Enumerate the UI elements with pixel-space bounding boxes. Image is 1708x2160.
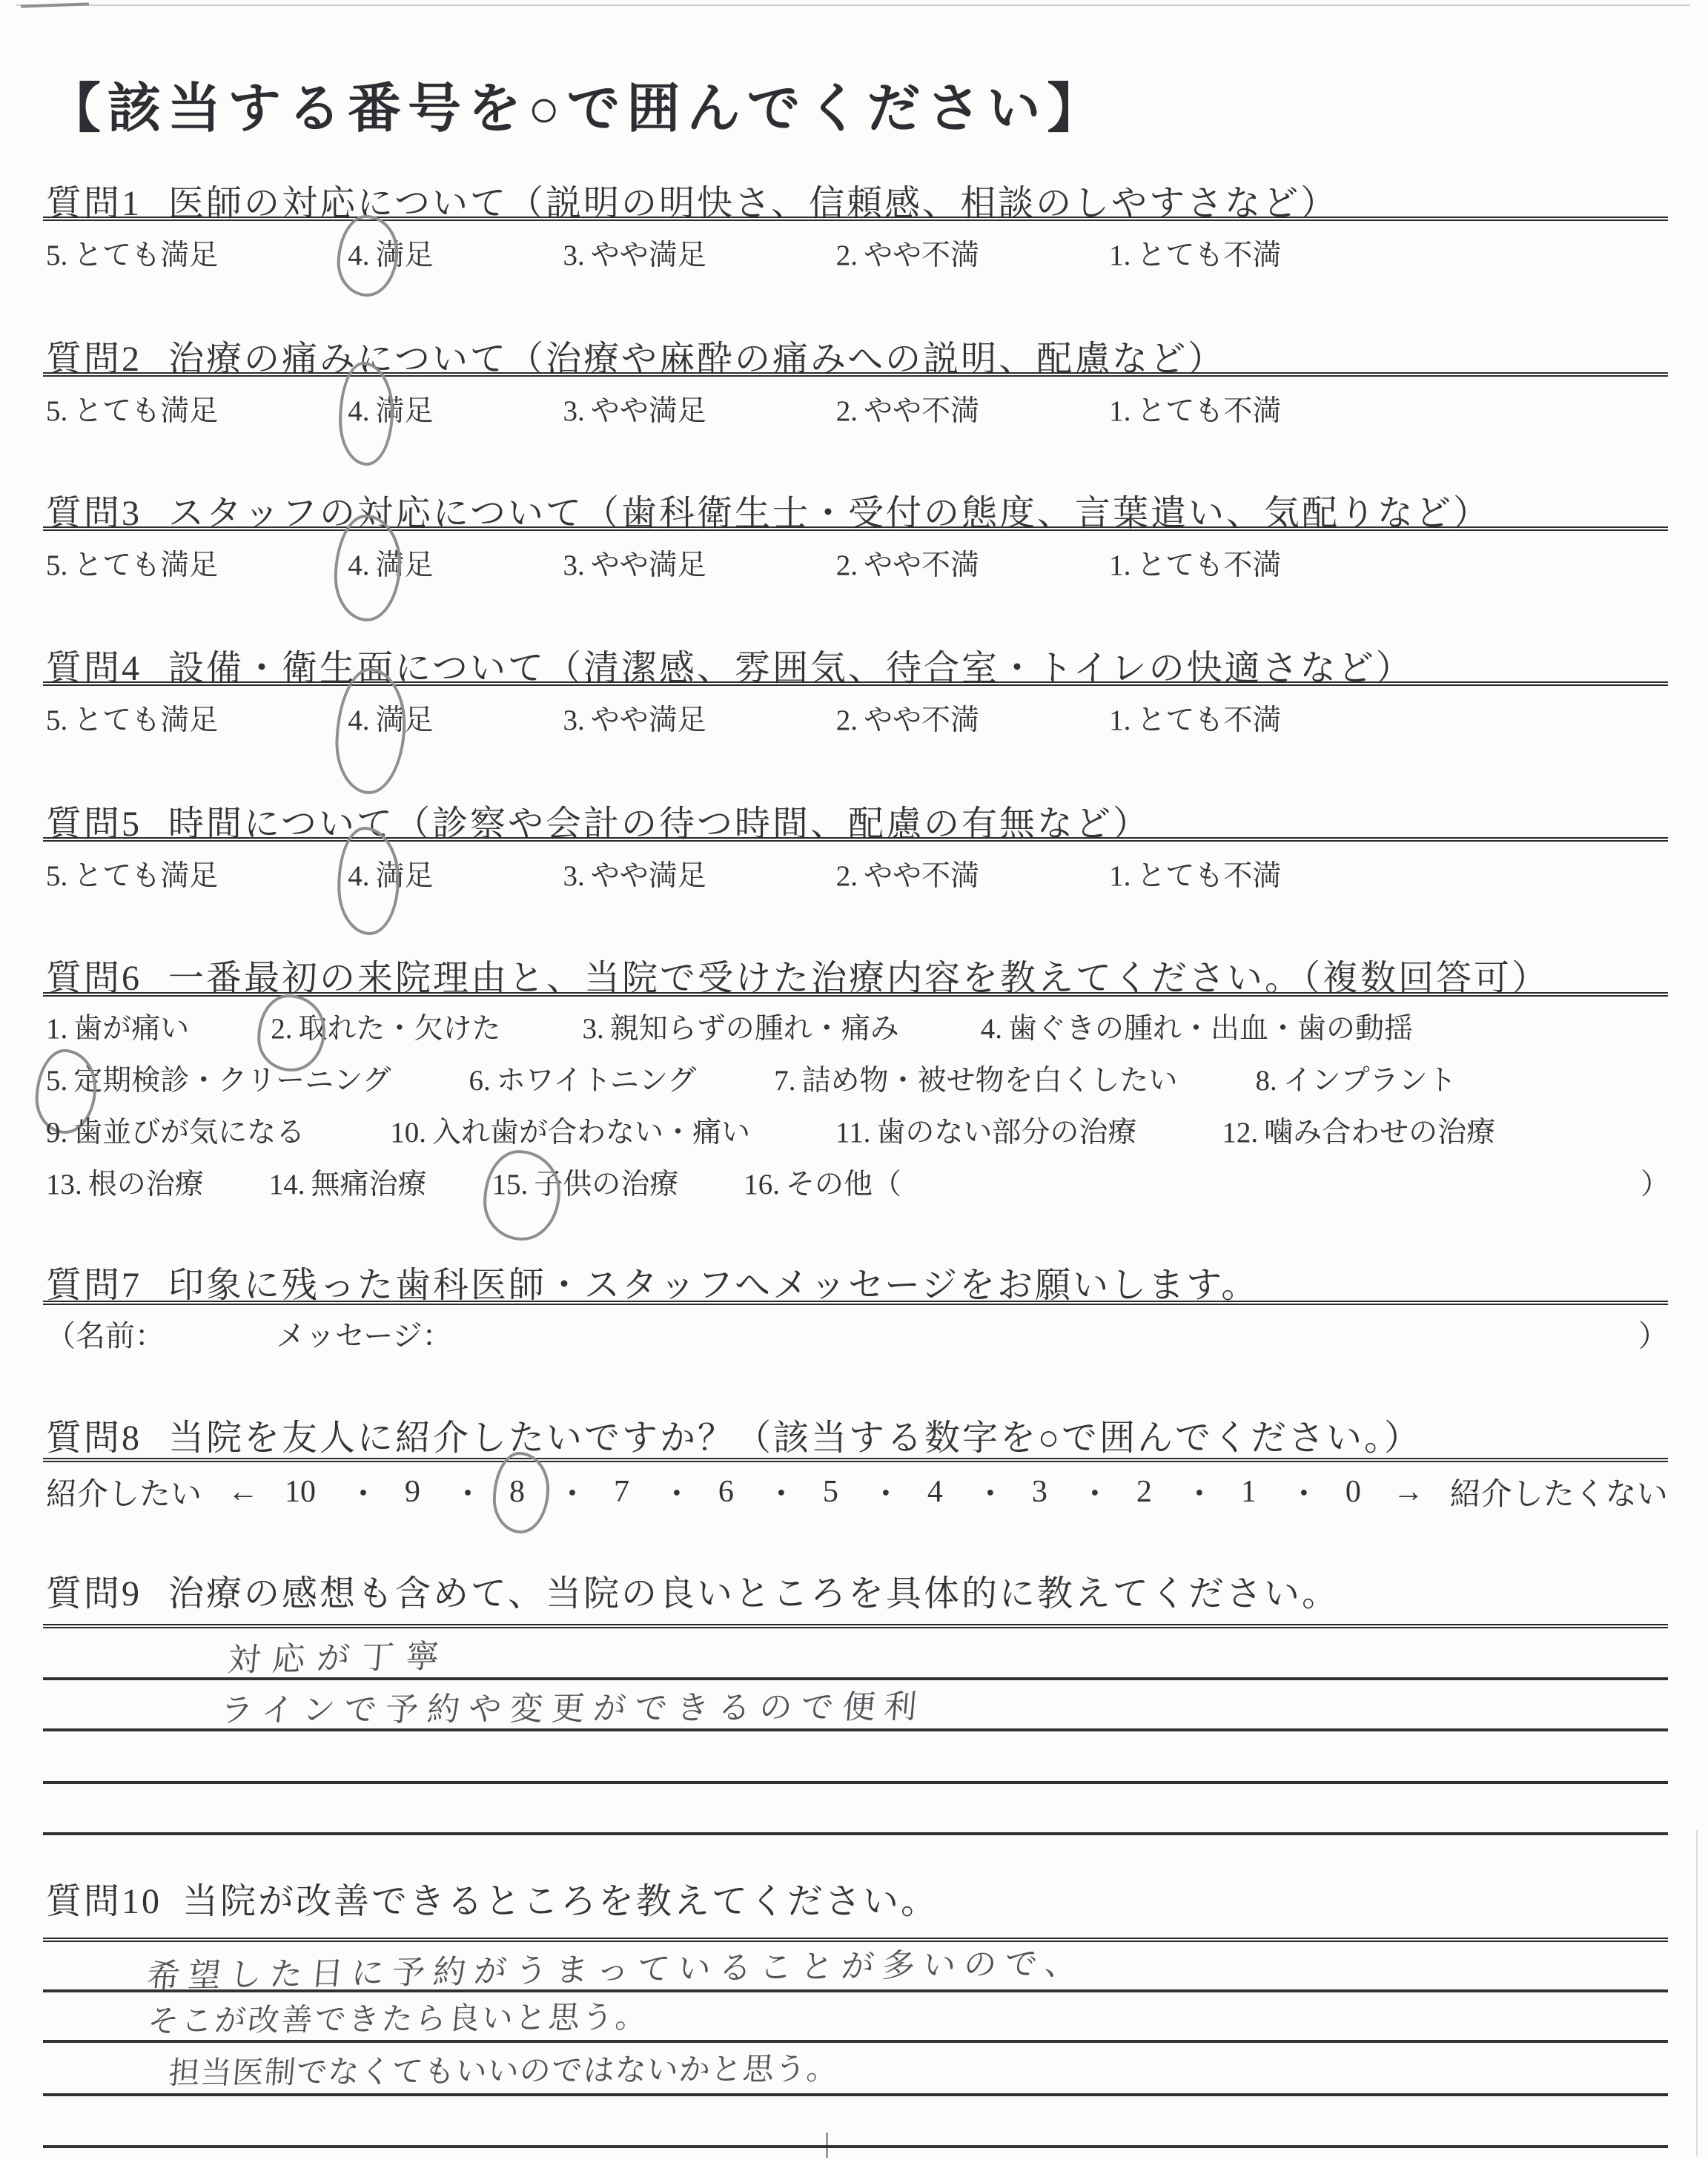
question-title: 医師の対応について（説明の明快さ、信頼感、相談のしやすさなど） [168,184,1339,223]
option-number: 3. [563,240,585,271]
option-text: 満足 [375,240,434,271]
option-number: 1. [1109,704,1131,736]
reason-option [492,1161,679,1203]
rating-option [46,697,218,739]
question-label: 質問4 [46,649,142,688]
option-number: 5. [46,860,68,892]
question-label: 質問7 [46,1266,142,1305]
option-number: 15. [491,1169,529,1200]
option-text: 噛み合わせの治療 [1264,1117,1496,1149]
option-text: 詰め物・被せ物を白くしたい [801,1065,1178,1097]
reason-option [1256,1057,1457,1099]
question-10 [0,1872,1708,2160]
option-number: 10. [390,1117,427,1149]
scale-separator: ・ [1079,1478,1110,1512]
option-number: 2. [835,704,858,736]
scale-number: 1 [1240,1475,1257,1509]
header-rule [43,526,1668,531]
option-text: 定期検診・クリーニング [73,1065,391,1097]
option-text: とても不満 [1136,395,1282,427]
question-title: 当院を友人に紹介したいですか？（該当する数字を○で囲んでください。） [168,1418,1423,1458]
rating-option [348,853,433,894]
rating-option [46,542,218,584]
rating-option [46,388,218,429]
option-text: 子供の治療 [534,1169,679,1200]
option-text: とても不満 [1136,860,1282,892]
rating-option [836,542,979,584]
writing-line [43,2145,1668,2148]
question-label: 質問9 [46,1574,142,1614]
question-title: 治療の感想も含めて、当院の良いところを具体的に教えてください。 [168,1574,1340,1614]
option-text: 満足 [375,395,434,427]
reason-option [744,1161,901,1203]
option-number: 3. [563,395,585,427]
rating-option [1109,232,1281,274]
option-number: 4. [348,704,370,736]
rating-option [563,542,706,584]
option-text: 満足 [375,860,434,892]
scan-artifact [21,2,89,7]
option-text: やや不満 [864,860,980,892]
question-title-row [46,1256,1259,1307]
rating-option [46,853,218,894]
option-text: 満足 [375,549,434,581]
option-number: 3. [563,549,585,581]
option-number: 5. [46,1065,68,1097]
option-number: 9. [46,1117,68,1149]
question-title: 設備・衛生面について（清潔感、雰囲気、待合室・トイレの快適さなど） [168,649,1414,688]
option-number: 13. [46,1169,82,1200]
scale-separator: ・ [347,1478,379,1512]
option-text: とても不満 [1136,240,1282,271]
question-label: 質問1 [46,184,142,223]
option-text: やや不満 [864,549,980,581]
option-number: 4. [348,860,370,892]
scale-number: 6 [718,1475,734,1509]
scale-number-wrap [927,1474,943,1510]
reason-option [469,1057,696,1099]
scale-number-wrap [614,1474,629,1510]
option-number: 5. [46,704,68,736]
option-number: 5. [46,395,68,427]
scale-separator: ・ [1288,1478,1320,1512]
reason-option [46,1005,189,1047]
rating-option [348,388,433,429]
reason-options-row-3 [46,1109,1669,1151]
scale-number-wrap [285,1474,316,1510]
option-text: とても満足 [73,704,219,736]
question-title-row [46,1565,1340,1616]
rating-option [563,388,706,429]
rating-option [46,232,218,274]
option-number: 4. [348,549,370,581]
rating-options-row [46,697,1669,739]
reason-option [583,1005,899,1047]
option-number: 2. [271,1013,293,1045]
rating-option [563,232,706,274]
rating-options-row [46,542,1669,584]
scale-number: 8 [509,1475,525,1509]
option-text: 親知らずの腫れ・痛み [609,1013,899,1045]
header-rule [43,681,1668,686]
scale-number: 7 [613,1475,629,1509]
option-text: やや満足 [590,549,706,581]
reason-options-row-4 [46,1161,1669,1203]
writing-line [43,1728,1668,1731]
option-number: 2. [835,395,858,427]
option-text: 歯が痛い [73,1013,190,1045]
other-close-paren: ） [1640,1169,1669,1200]
option-text: やや不満 [864,395,980,427]
handwritten-answer: 希望した日に予約がうまっていることが多いので、 [145,1944,1088,1995]
reason-option [46,1057,391,1099]
arrow-right-icon: → [1392,1475,1424,1509]
option-text: ホワイトニング [496,1065,697,1097]
rating-option [836,232,979,274]
option-number: 1. [1109,860,1131,892]
option-number: 4. [980,1013,1003,1045]
writing-line [43,1832,1668,1835]
reason-options-row-1 [46,1005,1669,1047]
header-rule [43,372,1668,377]
option-text: 歯ぐきの腫れ・出血・歯の動揺 [1008,1013,1414,1045]
question-title: 一番最初の来院理由と、当院で受けた治療内容を教えてください。（複数回答可） [168,959,1550,998]
question-title: 時間について（診察や会計の待つ時間、配慮の有無など） [168,805,1151,844]
rating-option [348,232,433,274]
option-text: その他（ [786,1169,902,1200]
question-label: 質問10 [46,1882,162,1921]
option-number: 11. [835,1117,871,1149]
option-text: 根の治療 [87,1169,204,1200]
writing-line [43,2093,1668,2096]
option-number: 14. [268,1169,305,1200]
scale-separator: ・ [451,1478,483,1512]
option-number: 2. [835,240,858,271]
question-title-row [46,1409,1422,1460]
reason-option [390,1109,750,1151]
option-number: 4. [348,395,370,427]
option-number: 1. [1109,549,1131,581]
option-text: やや満足 [590,704,706,736]
option-text: とても満足 [73,549,219,581]
question-title: 当院が改善できるところを教えてください。 [182,1882,939,1921]
header-rule [43,217,1668,221]
scale-number: 9 [404,1475,420,1509]
option-text: やや不満 [864,240,980,271]
option-number: 4. [348,240,370,271]
option-text: やや満足 [590,395,706,427]
option-number: 8. [1255,1065,1277,1097]
scale-separator: ・ [870,1478,901,1512]
option-text: 歯並びが気になる [73,1117,305,1149]
scale-separator: ・ [974,1478,1006,1512]
option-number: 12. [1222,1117,1259,1149]
option-number: 2. [835,549,858,581]
handwritten-answer: 担当医制でなくてもいいのではないかと思う。 [167,2050,841,2092]
option-number: 16. [744,1169,781,1200]
scale-number-wrap [718,1474,734,1510]
reason-option [271,1005,500,1047]
scale-number-wrap [405,1474,420,1510]
option-text: とても不満 [1136,549,1282,581]
option-number: 5. [46,240,68,271]
option-number: 1. [46,1013,68,1045]
rating-option [563,697,706,739]
rating-option [348,697,433,739]
option-text: やや不満 [864,704,980,736]
close-paren: ） [1638,1319,1668,1353]
option-number: 3. [563,860,585,892]
reason-option [774,1057,1177,1099]
reason-option [1222,1109,1495,1151]
question-8 [0,1409,1708,1527]
reason-option [981,1005,1413,1047]
question-4 [0,639,1708,769]
option-number: 3. [582,1013,604,1045]
scale-number-wrap [509,1474,525,1510]
writing-line [43,1781,1668,1784]
option-number: 1. [1109,395,1131,427]
rating-option [1109,388,1281,429]
option-text: 取れた・欠けた [298,1013,501,1045]
scale-right-label: 紹介したくない [1449,1478,1668,1512]
rating-option [563,853,706,894]
question-title: スタッフの対応について（歯科衛生士・受付の態度、言葉遣い、気配りなど） [168,494,1492,533]
option-text: とても満足 [73,395,219,427]
option-text: インプラント [1282,1065,1457,1097]
scale-number: 5 [822,1475,838,1509]
rating-option [836,697,979,739]
scale-number: 2 [1136,1475,1152,1509]
option-number: 2. [835,860,858,892]
reason-option [835,1109,1136,1151]
name-message-line [46,1312,1668,1355]
header-rule [43,1624,1668,1628]
header-rule [43,1458,1668,1462]
option-number: 6. [469,1065,491,1097]
question-label: 質問2 [46,340,142,379]
name-label: （名前： [46,1319,165,1353]
header-rule [43,992,1668,997]
scale-separator: ・ [556,1478,588,1512]
reason-option [269,1161,427,1203]
scale-number: 4 [927,1475,943,1509]
rating-option [1109,542,1281,584]
rating-option [836,388,979,429]
question-label: 質問8 [46,1418,142,1458]
rating-options-row [46,853,1669,894]
option-number: 3. [563,704,585,736]
scale-number: 10 [284,1475,316,1509]
question-label: 質問3 [46,494,142,533]
rating-option [348,542,433,584]
question-7 [0,1256,1708,1367]
question-label: 質問5 [46,805,142,844]
scale-separator: ・ [765,1478,797,1512]
scale-number-wrap [823,1474,838,1510]
option-text: とても不満 [1136,704,1282,736]
question-5 [0,795,1708,925]
option-number: 5. [46,549,68,581]
header-rule [43,837,1668,842]
rating-option [1109,697,1281,739]
scale-separator: ・ [1183,1478,1215,1512]
scale-number-wrap [1032,1474,1047,1510]
handwritten-answer: 対応が丁寧 [226,1637,453,1680]
scale-number-wrap [1136,1474,1152,1510]
rating-options-row [46,232,1669,274]
option-text: 無痛治療 [311,1169,427,1200]
scale-number-wrap [1345,1474,1361,1510]
header-rule [43,1301,1668,1305]
option-text: 歯のない部分の治療 [876,1117,1137,1149]
option-text: 入れ歯が合わない・痛い [432,1117,751,1149]
scale-number: 0 [1345,1475,1361,1509]
option-text: とても満足 [73,860,219,892]
handwritten-answer: そこが改善できたら良いと思う。 [146,1998,650,2039]
question-2 [0,330,1708,460]
rating-option [836,853,979,894]
writing-line [43,2040,1668,2043]
option-number: 1. [1109,240,1131,271]
scale-separator: ・ [661,1478,692,1512]
option-text: 満足 [375,704,434,736]
question-1 [0,174,1708,304]
option-text: とても満足 [73,240,219,271]
rating-options-row [46,388,1669,429]
option-number: 7. [774,1065,796,1097]
question-title: 印象に残った歯科医師・スタッフへメッセージをお願いします。 [168,1266,1260,1305]
question-6 [0,949,1708,1216]
scale-number: 3 [1031,1475,1047,1509]
question-title-row [46,1872,939,1923]
question-9 [0,1565,1708,1846]
option-text: やや満足 [590,860,706,892]
writing-line [43,1989,1668,1992]
recommend-scale-row [46,1470,1668,1514]
reason-option [46,1109,305,1151]
arrow-left-icon: ← [228,1475,259,1509]
question-title: 治療の痛みについて（治療や麻酔の痛みへの説明、配慮など） [168,340,1226,379]
rating-option [1109,853,1281,894]
scan-artifact [16,4,1690,6]
message-label: メッセージ： [276,1319,452,1353]
reason-option [46,1161,204,1203]
option-text: やや満足 [590,240,706,271]
question-label: 質問6 [46,959,142,998]
question-3 [0,484,1708,614]
scale-number-wrap [1241,1474,1257,1510]
scale-left-label: 紹介したい [46,1478,202,1512]
reason-options-row-2 [46,1057,1669,1099]
page-title: 【該当する番号を○で囲んでください】 [47,79,1108,139]
handwritten-answer: ラインで予約や変更ができるので便利 [219,1688,927,1730]
